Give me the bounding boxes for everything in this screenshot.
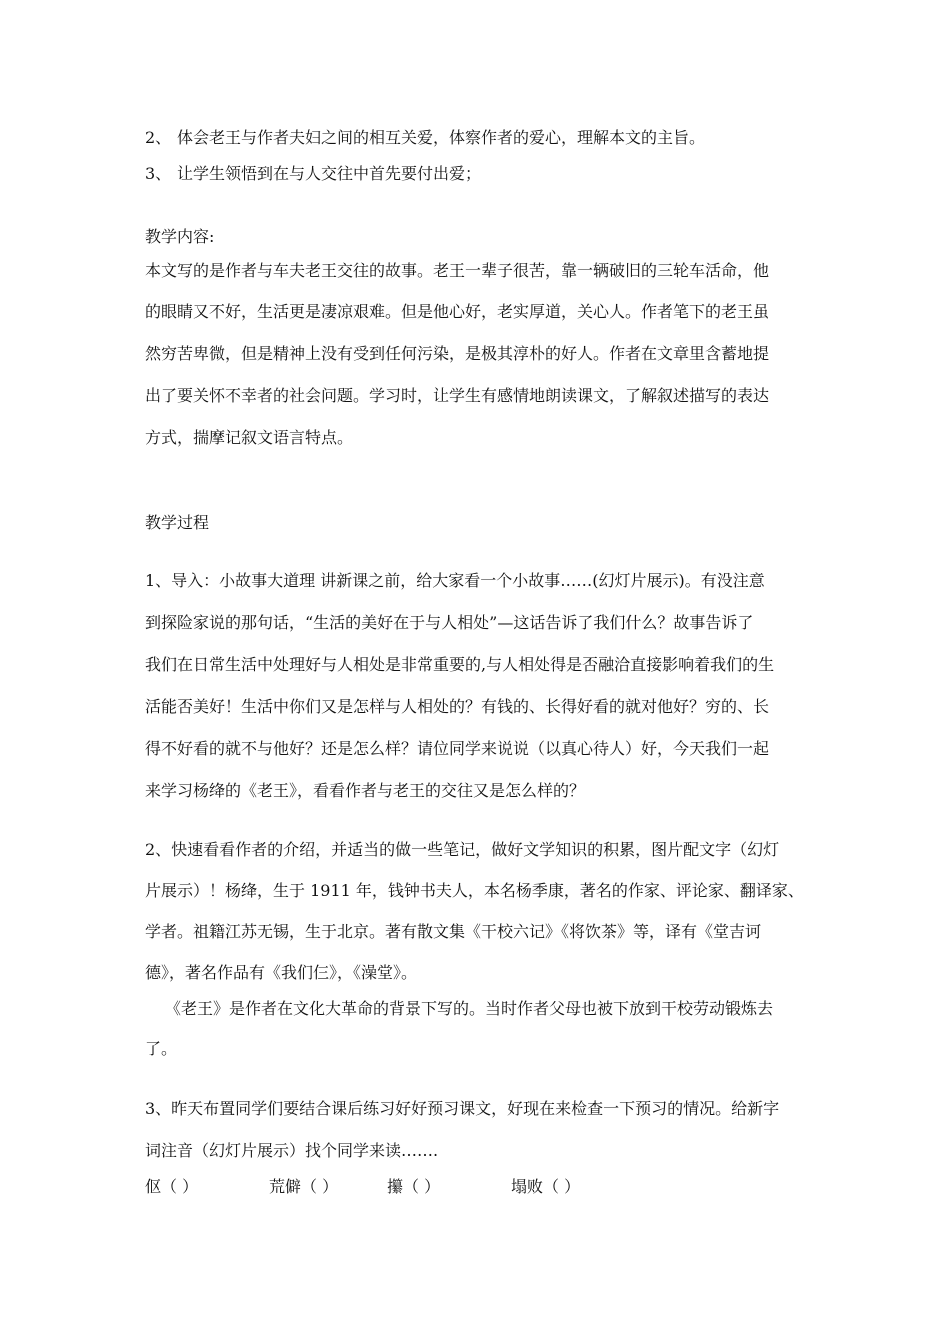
step1-line: 到探险家说的那句话，“生活的美好在于与人相处”—这话告诉了我们什么？故事告诉了 [145, 613, 754, 632]
pinyin-exercise-row [145, 1177, 815, 1197]
pinyin-item: 攥（ ） [387, 1177, 441, 1196]
step1-line: 1、导入：小故事大道理 讲新课之前，给大家看一个小故事……(幻灯片展示)。有没注意 [145, 571, 765, 590]
step3-line: 词注音（幻灯片展示）找个同学来读……. [145, 1141, 439, 1160]
content-line: 然穷苦卑微，但是精神上没有受到任何污染，是极其淳朴的好人。作者在文章里含蓄地提 [145, 344, 770, 363]
step2-line: 片展示）！杨绛，生于 1911 年，钱钟书夫人，本名杨季康，著名的作家、评论家、翻译家、 [145, 881, 804, 900]
content-line: 出了要关怀不幸者的社会问题。学习时，让学生有感情地朗读课文，了解叙述描写的表达 [145, 386, 770, 405]
objective-number: 3、 [145, 164, 172, 183]
pinyin-item: 荒僻（ ） [269, 1177, 339, 1196]
content-line: 本文写的是作者与车夫老王交往的故事。老王一辈子很苦，靠一辆破旧的三轮车活命，他 [145, 261, 770, 280]
step2-extra-line: 《老王》是作者在文化大革命的背景下写的。当时作者父母也被下放到干校劳动锻炼去 [165, 999, 774, 1018]
step1-line: 得不好看的就不与他好？还是怎么样？请位同学来说说（以真心待人）好，今天我们一起 [145, 739, 770, 758]
step1-line: 来学习杨绛的《老王》，看看作者与老王的交往又是怎么样的？ [145, 781, 586, 800]
step3-line: 3、昨天布置同学们要结合课后练习好好预习课文，好现在来检查一下预习的情况。给新字 [145, 1099, 780, 1118]
step1-line: 活能否美好！生活中你们又是怎样与人相处的？有钱的、长得好看的就对他好？穷的、长 [145, 697, 770, 716]
content-line: 方式，揣摩记叙文语言特点。 [145, 428, 354, 447]
objective-3 [145, 164, 815, 184]
step2-extra-line: 了。 [145, 1039, 178, 1058]
step2-line: 学者。祖籍江苏无锡，生于北京。著有散文集《干校六记》《将饮茶》等，译有《堂吉诃 [145, 922, 762, 941]
step1-line: 我们在日常生活中处理好与人相处是非常重要的,与人相处得是否融洽直接影响着我们的生 [145, 655, 775, 674]
pinyin-item: 塌败（ ） [511, 1177, 581, 1196]
objective-number: 2、 [145, 128, 172, 147]
step2-line: 德》，著名作品有《我们仨》，《澡堂》。 [145, 963, 418, 982]
pinyin-item: 伛（ ） [145, 1177, 199, 1196]
objective-text: 体会老王与作者夫妇之间的相互关爱，体察作者的爱心，理解本文的主旨。 [177, 128, 706, 147]
content-line: 的眼睛又不好，生活更是凄凉艰难。但是他心好，老实厚道，关心人。作者笔下的老王虽 [145, 302, 770, 321]
content-heading: 教学内容: [145, 227, 215, 246]
process-heading: 教学过程 [145, 513, 210, 532]
objective-text: 让学生领悟到在与人交往中首先要付出爱； [177, 164, 482, 183]
step2-line: 2、快速看看作者的介绍，并适当的做一些笔记，做好文学知识的积累，图片配文字（幻灯 [145, 840, 780, 859]
objective-2 [145, 128, 815, 148]
